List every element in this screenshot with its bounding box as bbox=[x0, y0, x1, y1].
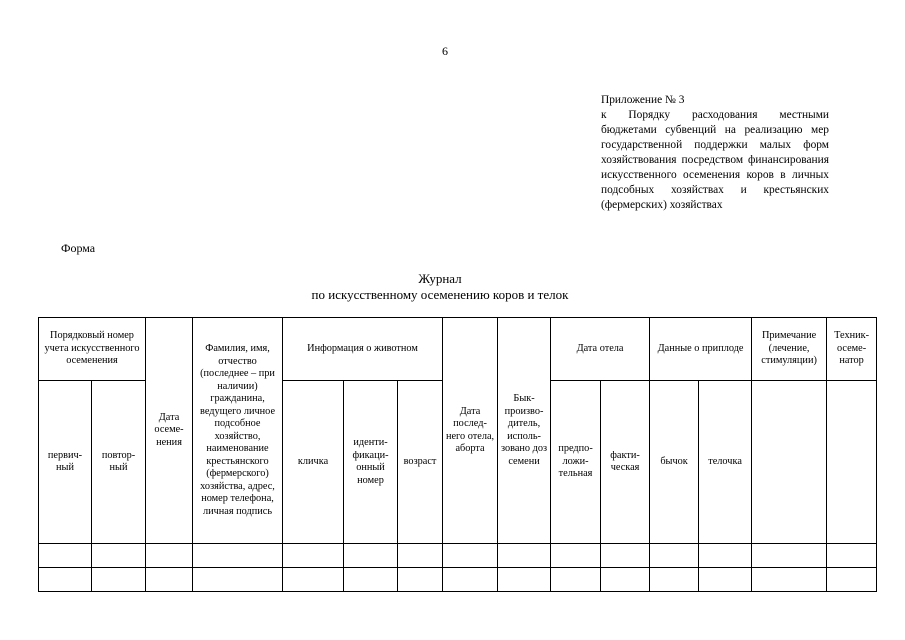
table-cell bbox=[498, 544, 551, 568]
table-cell bbox=[39, 544, 92, 568]
table-cell bbox=[39, 568, 92, 592]
table-cell bbox=[443, 568, 498, 592]
table-cell bbox=[283, 568, 344, 592]
journal-title: Журнал bbox=[418, 271, 462, 286]
table-cell bbox=[443, 544, 498, 568]
header-animal-id: иденти-фикаци-онный номер bbox=[344, 381, 398, 544]
appendix-title: Приложение № 3 bbox=[601, 94, 685, 106]
note-cell bbox=[752, 381, 827, 544]
table-row bbox=[39, 544, 877, 568]
header-owner: Фамилия, имя, отчество (последнее – при наличии) гражданина, ведущего личное подсобное хозяйство, наименование крестьянского (фермерского) хозяйства, адрес, номер телефона, личная подпись bbox=[193, 318, 283, 544]
table-cell bbox=[344, 568, 398, 592]
table-cell bbox=[92, 544, 146, 568]
header-last-calving: Дата послед-него отела, аборта bbox=[443, 318, 498, 544]
form-label: Форма bbox=[61, 241, 96, 255]
table-cell bbox=[92, 568, 146, 592]
header-offspring: Данные о приплоде bbox=[650, 318, 752, 381]
table-cell bbox=[752, 544, 827, 568]
header-note: Примечание (лечение, стимуляции) bbox=[752, 318, 827, 381]
appendix-body: к Порядку расходования местными бюджетами субвенций на реализацию мер государственной поддержки малых форм хозяйствования посредством финансирования искусственного осеменения коров в личных подсобных хозяйствах и крестьянских (фермерских) хозяйствах bbox=[601, 109, 829, 211]
header-calving-date: Дата отела bbox=[551, 318, 650, 381]
header-calving-actual: факти-ческая bbox=[601, 381, 650, 544]
header-row-1 bbox=[39, 318, 877, 381]
table-cell bbox=[827, 568, 877, 592]
header-serial-primary: первич-ный bbox=[39, 381, 92, 544]
header-bull-doses: Бык-произво-дитель, исполь-зовано доз семени bbox=[498, 318, 551, 544]
table-cell bbox=[827, 544, 877, 568]
table-cell bbox=[146, 544, 193, 568]
table-cell bbox=[601, 544, 650, 568]
header-technician: Техник-осеме-натор bbox=[827, 318, 877, 381]
header-serial-number: Порядковый номер учета искусственного осеменения bbox=[39, 318, 146, 381]
table-cell bbox=[699, 568, 752, 592]
table-cell bbox=[146, 568, 193, 592]
header-animal-name: кличка bbox=[283, 381, 344, 544]
journal-table bbox=[38, 317, 877, 592]
header-calving-expected: предпо-ложи-тельная bbox=[551, 381, 601, 544]
appendix-note bbox=[601, 93, 829, 213]
table-cell bbox=[398, 568, 443, 592]
header-animal-info: Информация о животном bbox=[283, 318, 443, 381]
table-cell bbox=[344, 544, 398, 568]
table-cell bbox=[193, 544, 283, 568]
journal-heading bbox=[250, 271, 630, 303]
journal-subtitle: по искусственному осеменению коров и телок bbox=[311, 287, 569, 302]
table-cell bbox=[752, 568, 827, 592]
header-offspring-bull: бычок bbox=[650, 381, 699, 544]
table-cell bbox=[699, 544, 752, 568]
header-serial-repeat: повтор-ный bbox=[92, 381, 146, 544]
table-cell bbox=[551, 544, 601, 568]
table-cell bbox=[283, 544, 344, 568]
header-insemination-date: Дата осеме-нения bbox=[146, 318, 193, 544]
technician-cell bbox=[827, 381, 877, 544]
table-cell bbox=[601, 568, 650, 592]
page-number: 6 bbox=[442, 44, 448, 58]
header-animal-age: возраст bbox=[398, 381, 443, 544]
table-cell bbox=[193, 568, 283, 592]
table-cell bbox=[650, 568, 699, 592]
header-offspring-heifer: телочка bbox=[699, 381, 752, 544]
table-cell bbox=[498, 568, 551, 592]
table-row bbox=[39, 568, 877, 592]
table-cell bbox=[398, 544, 443, 568]
table-cell bbox=[551, 568, 601, 592]
table-cell bbox=[650, 544, 699, 568]
